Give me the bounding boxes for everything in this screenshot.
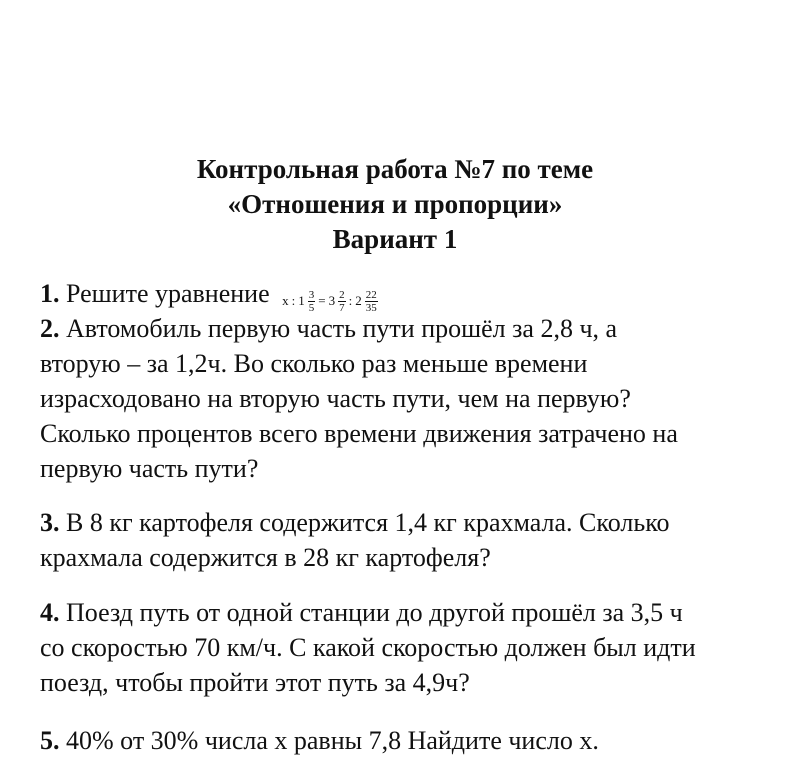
fraction-numerator: 3 [308,288,315,301]
fraction-denominator: 35 [365,301,377,314]
title-line-1: Контрольная работа №7 по теме [196,154,594,184]
eq-variable: x [282,293,289,309]
question-line [40,505,785,540]
worksheet-header [0,152,790,257]
variant-label: Вариант 1 [332,224,458,254]
question-2 [40,311,785,486]
fraction-denominator: 7 [339,301,345,314]
eq-whole: 3 [328,293,336,309]
mixed-number-2 [329,289,346,314]
eq-colon: : [291,293,296,309]
question-line [40,311,785,346]
question-number: 1. [40,279,60,308]
eq-colon: : [348,293,353,309]
fraction-numerator: 2 [339,288,345,301]
eq-equals: = [318,293,326,309]
question-5 [40,723,785,758]
question-line: со скоростью 70 км/ч. С какой скоростью должен был идти [40,633,696,662]
fraction [365,289,378,314]
question-number: 4. [40,598,60,627]
question-line: первую часть пути? [40,454,259,483]
eq-whole: 2 [355,293,362,309]
question-text: Решите уравнение [66,279,270,308]
equation [282,289,378,314]
question-text: Поезд путь от одной станции до другой прошёл за 3,5 ч [66,598,683,627]
question-line: вторую – за 1,2ч. Во сколько раз меньше времени [40,349,588,378]
question-4 [40,595,785,700]
question-1 [40,276,785,314]
title-line-2: «Отношения и пропорции» [227,189,563,219]
question-text: 40% от 30% числа х равны 7,8 Найдите число х. [66,726,599,755]
mixed-number-1 [298,289,315,314]
question-3 [40,505,785,575]
question-line: Сколько процентов всего времени движения затрачено на [40,419,678,448]
fraction [338,289,346,314]
fraction [308,289,316,314]
question-text: Автомобиль первую часть пути прошёл за 2,8 ч, а [66,314,618,343]
question-line [40,595,785,630]
fraction-numerator: 22 [365,288,377,301]
question-number: 3. [40,508,60,537]
question-line: поезд, чтобы пройти этот путь за 4,9ч? [40,668,470,697]
question-number: 2. [40,314,60,343]
fraction-denominator: 5 [308,301,315,314]
eq-whole: 1 [298,293,305,309]
question-text: В 8 кг картофеля содержится 1,4 кг крахмала. Сколько [66,508,670,537]
question-line: израсходовано на вторую часть пути, чем на первую? [40,384,631,413]
question-line: крахмала содержится в 28 кг картофеля? [40,543,491,572]
question-number: 5. [40,726,60,755]
question-line [40,723,785,758]
mixed-number-3 [355,289,378,314]
